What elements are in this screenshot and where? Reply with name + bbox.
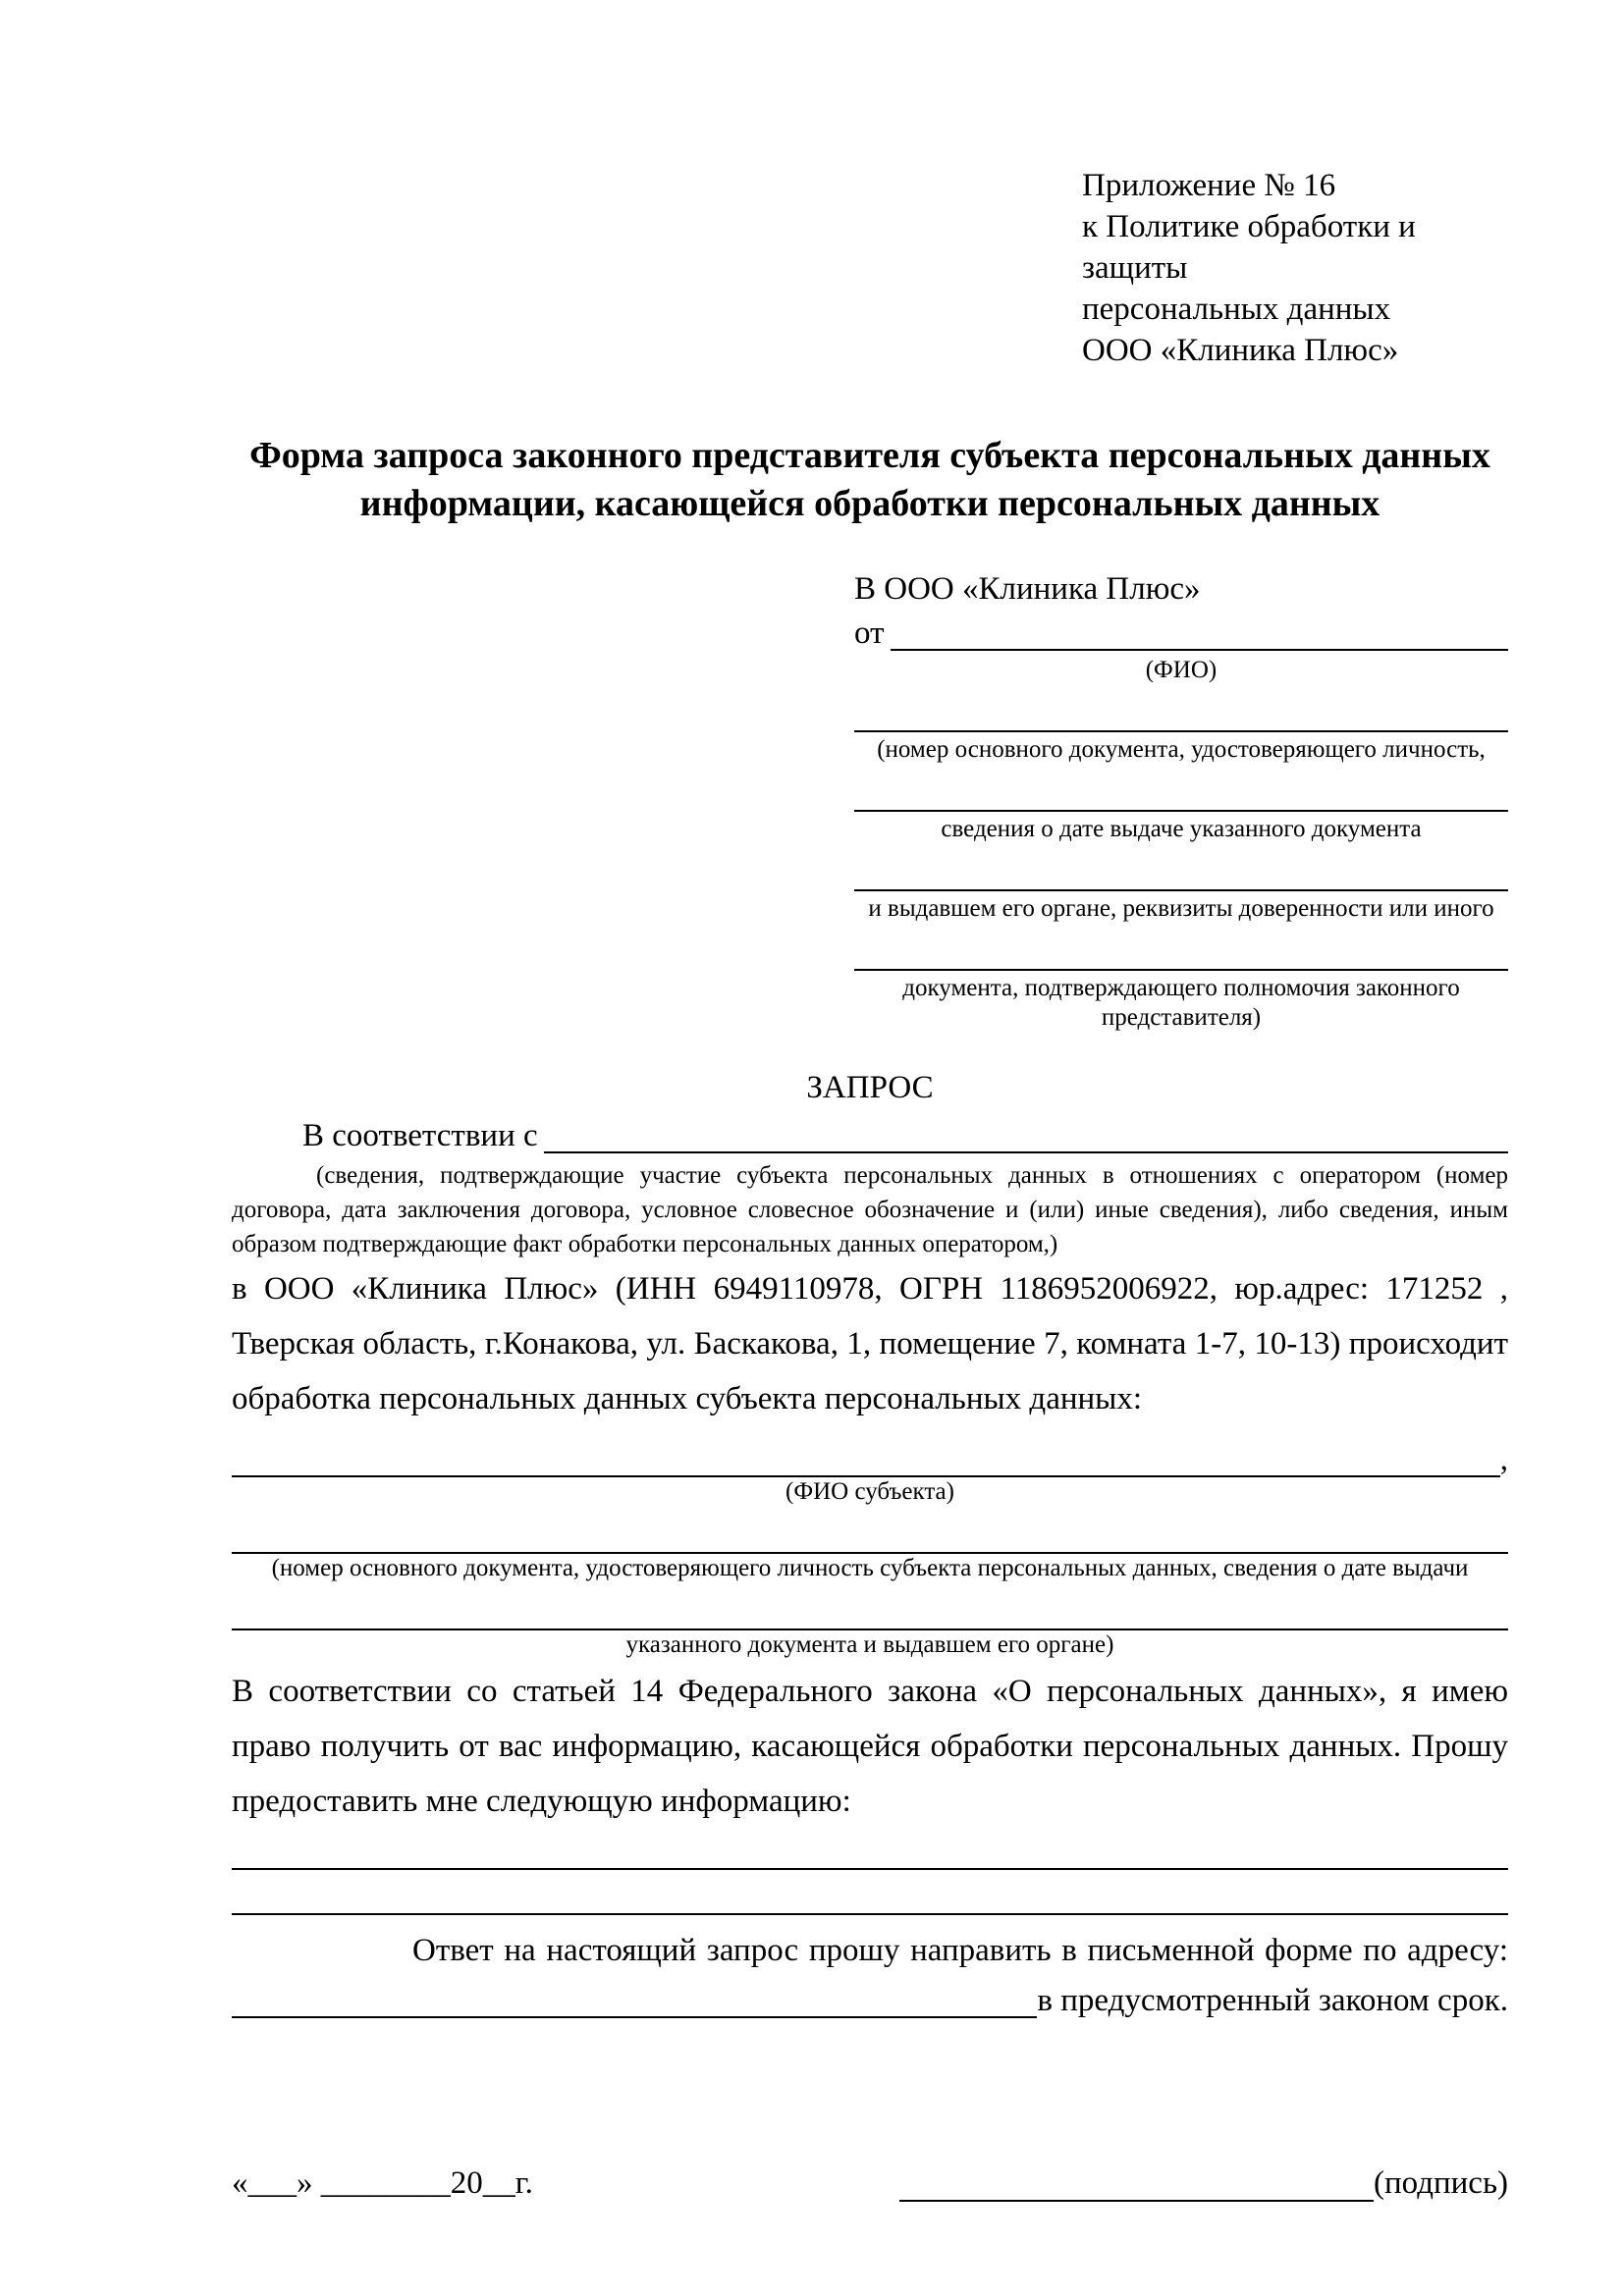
subject-fio-blank-line [232, 1446, 1500, 1477]
appendix-line: Приложение № 16 [1082, 168, 1336, 203]
statement-paragraph: В соответствии со статьей 14 Федерального закона «О персональных данных», я имею право получить от вас информацию, касающейся обработки персональных данных. Прошу предоставить мне следующую информацию: [232, 1674, 1508, 1820]
intro-row [232, 1113, 1508, 1158]
requested-info-blank-line-1 [232, 1860, 1508, 1870]
date-blank: «___» ________20__г. [232, 2165, 533, 2202]
relation-details-blank-line [544, 1151, 1508, 1153]
appendix-line: персональных данных [1082, 292, 1391, 327]
appendix-line: ООО «Клиника Плюс» [1082, 333, 1399, 368]
addressee-organization: В ООО «Клиника Плюс» [854, 571, 1201, 607]
signature-row [232, 2161, 1508, 2206]
representative-fio-blank-line [891, 649, 1509, 651]
operator-paragraph: в ООО «Клиника Плюс» (ИНН 6949110978, ОГРН 1186952006922, юр.адрес: 171252 , Тверская область, г.Конакова, ул. Баскакова, 1, помещение 7, комната 1-7, 10-13) происходит обработка персональных данных субъекта персональных данных: [232, 1271, 1508, 1417]
field-caption: и выдавшем его органе, реквизиты доверенности или иного [868, 895, 1494, 923]
field-caption: (номер основного документа, удостоверяющего личность, [877, 736, 1486, 764]
signature-caption: (подпись) [1374, 2165, 1508, 2202]
subject-document-blank-line [232, 1522, 1508, 1554]
reply-address-blank-line [232, 2016, 1037, 2018]
subject-document-group [232, 1522, 1508, 1583]
requested-info-blank-line-2 [232, 1870, 1508, 1915]
subject-authority-group [232, 1599, 1508, 1660]
subject-document-caption: (номер основного документа, удостоверяющего личность субъекта персональных данных, сведения о дате выдачи [271, 1555, 1469, 1582]
signature-blank-line [899, 2200, 1374, 2202]
field-caption: сведения о дате выдаче указанного документа [941, 816, 1422, 843]
field-caption: документа, подтверждающего полномочия законного представителя) [902, 975, 1460, 1032]
subject-fio-group [232, 1442, 1508, 1507]
subject-authority-blank-line [232, 1599, 1508, 1630]
reply-address-row [232, 1978, 1508, 2023]
subject-fio-row [232, 1442, 1508, 1477]
from-label: от [854, 615, 885, 651]
appendix-block [1082, 165, 1508, 371]
appendix-line: к Политике обработки и защиты [1082, 209, 1416, 286]
subject-fio-comma: , [1499, 1442, 1508, 1478]
field-group [854, 943, 1508, 1033]
reply-paragraph: Ответ на настоящий запрос прошу направить в письменной форме по адресу: [412, 1933, 1508, 1969]
intro-caption: (сведения, подтверждающие участие субъекта персональных данных в отношениях с оператором (номер договора, дата заключения договора, условное словесное обозначение и (или) иные сведения), либо сведения, иным образом подтверждающие факт обработки персональных данных оператором,) [232, 1162, 1508, 1258]
issue-date-blank-line [854, 784, 1508, 812]
from-row [854, 611, 1508, 656]
form-title: Форма запроса законного представителя субъекта персональных данных информации, касающейся обработки персональных данных [249, 435, 1490, 524]
field-group [854, 784, 1508, 844]
document-number-blank-line [854, 705, 1508, 732]
signature-group [899, 2161, 1508, 2206]
field-group [854, 864, 1508, 924]
representative-fio-caption: (ФИО) [1145, 657, 1218, 684]
authority-document-blank-line [854, 943, 1508, 971]
subject-fio-caption: (ФИО субъекта) [785, 1478, 954, 1506]
intro-label: В соответствии с [302, 1118, 538, 1154]
reply-suffix: в предусмотренный законом срок. [1037, 1983, 1508, 2019]
issuing-authority-blank-line [854, 864, 1508, 891]
subject-authority-caption: указанного документа и выдавшем его органе) [625, 1631, 1114, 1659]
request-heading: ЗАПРОС [806, 1070, 934, 1106]
addressee-block [854, 567, 1508, 1033]
field-group [854, 705, 1508, 765]
